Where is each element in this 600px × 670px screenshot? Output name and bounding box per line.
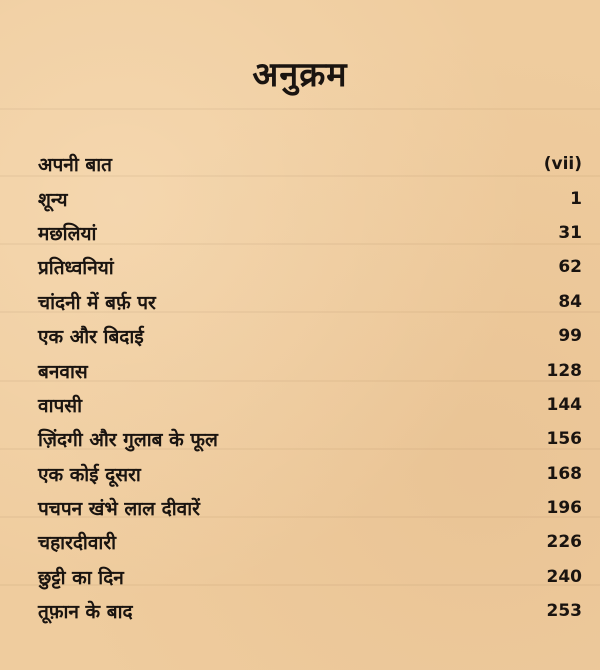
toc-entry-title: ज़िंदगी और गुलाब के फूल	[38, 429, 218, 452]
toc-entry[interactable]	[38, 491, 582, 525]
toc-entry-page: (vii)	[543, 154, 582, 175]
toc-entry-page: 226	[546, 532, 582, 553]
toc-entry-title: छुट्टी का दिन	[38, 566, 124, 589]
toc-entry[interactable]	[38, 422, 582, 456]
toc-entry-page: 240	[546, 566, 582, 587]
toc-entry-title: मछलियां	[38, 222, 97, 245]
toc-entry[interactable]	[38, 388, 582, 422]
toc-entry-page: 99	[558, 326, 582, 347]
toc-entry[interactable]	[38, 285, 582, 319]
page-title: अनुक्रम	[252, 55, 348, 95]
toc-entry-page: 144	[546, 394, 582, 415]
toc-entry-title: पचपन खंभे लाल दीवारें	[38, 498, 200, 521]
toc-entry-title: अपनी बात	[38, 154, 112, 177]
toc-entry[interactable]	[38, 560, 582, 594]
toc-entry[interactable]	[38, 353, 582, 387]
toc-entry-title: वापसी	[38, 394, 83, 417]
toc-entry[interactable]	[38, 181, 582, 215]
toc-entry-title: एक कोई दूसरा	[38, 463, 141, 486]
toc-entry[interactable]	[38, 216, 582, 250]
toc-entry-title: तूफ़ान के बाद	[38, 601, 133, 624]
toc-entry[interactable]	[38, 319, 582, 353]
toc-entry-page: 156	[546, 429, 582, 450]
toc-entry-page: 253	[546, 601, 582, 622]
toc-entry[interactable]	[38, 250, 582, 284]
toc-entry-page: 1	[570, 188, 582, 209]
toc-entry-page: 168	[546, 463, 582, 484]
toc-entry[interactable]	[38, 594, 582, 628]
toc-entry-title: शून्य	[38, 188, 68, 211]
toc-entry-title: प्रतिध्वनियां	[38, 257, 114, 280]
toc-entry-page: 196	[546, 498, 582, 519]
toc-entry-title: एक और बिदाई	[38, 326, 144, 349]
toc-entry[interactable]	[38, 525, 582, 559]
toc-entry-page: 62	[558, 257, 582, 278]
paper-texture-line	[0, 108, 600, 110]
toc-entry-page: 128	[546, 360, 582, 381]
toc-entry-page: 84	[558, 291, 582, 312]
toc-entry-title: बनवास	[38, 360, 88, 383]
toc-entry-title: चांदनी में बर्फ़ पर	[38, 291, 156, 314]
table-of-contents	[38, 147, 582, 628]
toc-entry-page: 31	[558, 222, 582, 243]
toc-entry[interactable]	[38, 457, 582, 491]
toc-entry[interactable]	[38, 147, 582, 181]
toc-entry-title: चहारदीवारी	[38, 532, 117, 555]
